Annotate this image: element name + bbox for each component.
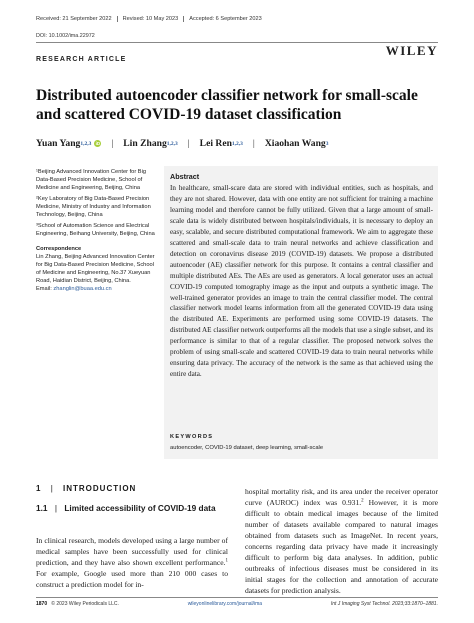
journal-url[interactable]: wileyonlinelibrary.com/journal/ima	[187, 601, 263, 607]
email-link[interactable]: zhanglin@buaa.edu.cn	[53, 286, 112, 292]
section-title: INTRODUCTION	[63, 484, 137, 493]
author-separator: |	[252, 138, 255, 149]
article-type: RESEARCH ARTICLE	[36, 56, 127, 63]
author-name[interactable]: Yuan Yang	[36, 138, 81, 149]
revised-date: Revised: 10 May 2023	[118, 16, 185, 22]
footer-left	[36, 601, 119, 607]
affiliation: ³School of Automation Science and Electrical Engineering, Beihang University, Beijing, China	[36, 223, 155, 237]
copyright: © 2023 Wiley Periodicals LLC.	[51, 601, 119, 607]
author-separator: |	[187, 138, 190, 149]
heading-separator: |	[54, 503, 58, 513]
header-divider	[36, 42, 438, 43]
author-name[interactable]: Lin Zhang	[123, 138, 167, 149]
received-date: Received: 21 September 2022	[36, 16, 118, 22]
affiliation: ¹Beijing Advanced Innovation Center for Big Data-Based Precision Medicine, School of Medicine and Engineering, Beijing, China	[36, 169, 147, 191]
keywords-text: autoencoder, COVID-19 dataset, deep learning, small-scale	[170, 445, 324, 451]
article-dates	[36, 16, 267, 22]
abstract-heading: Abstract	[170, 172, 200, 181]
article-title: Distributed autoencoder classifier network for small-scale and scattered COVID-19 dataset classification	[36, 87, 418, 123]
body-column-left: In clinical research, models developed using a large number of medical samples have been successfully used for clinical prediction, and they have also shown excellent performance.$^1$ For example, Google used more than 210 000 cases to construct a prediction model for in-	[36, 536, 228, 590]
publisher-logo: WILEY	[385, 43, 438, 58]
body-column-right: hospital mortality risk, and its area under the receiver operator curve (AUROC) index was 0.931.$^2$ However, it is more difficult to obtain medical images because of the limited number of datasets available compared to natural images obtained from datasets such as ImageNet. In recent years, concerns regarding data privacy have made it increasingly difficult to perform big data analyses. In addition, public outbreaks of infectious diseases must be considered in its initial stages for the collection and annotation of accurate datasets for prediction analysis.	[245, 487, 438, 596]
footer-divider	[36, 597, 438, 598]
citation-ref[interactable]: 2	[361, 498, 364, 504]
section-heading	[36, 484, 136, 493]
correspondence-heading: Correspondence	[36, 246, 82, 252]
author-name[interactable]: Xiaohan Wang	[264, 138, 326, 149]
citation-ref[interactable]: 1	[225, 558, 228, 564]
email-label: Email:	[36, 286, 52, 292]
affiliation: ²Key Laboratory of Big Data-Based Precision Medicine, Ministry of Industry and Information Technology, Beijing, China	[36, 196, 151, 218]
page-footer	[36, 601, 438, 607]
keywords-heading: KEYWORDS	[170, 434, 214, 440]
subsection-number: 1.1	[36, 503, 48, 513]
author-separator: |	[111, 138, 114, 149]
author-list: Yuan Yang 1,2,3 iD | Lin Zhang 1,2,3 | Lei Ren 1,2,3 | Xiaohan Wang 3	[36, 138, 329, 149]
heading-separator: |	[50, 484, 54, 493]
accepted-date: Accepted: 6 September 2023	[189, 16, 262, 22]
subsection-heading	[36, 503, 226, 514]
section-number: 1	[36, 484, 42, 493]
subsection-title: Limited accessibility of COVID-19 data	[64, 503, 216, 513]
journal-citation: Int J Imaging Syst Technol. 2023;33:1870–1881.	[330, 601, 438, 607]
affiliations	[36, 168, 158, 296]
abstract-text: In healthcare, small-scare data are stored with individual entities, such as hospitals, and they are not shared. However, data with one entity are not sufficient for training a machine learning model and therefore cannot be fully utilized. Given that a large amount of small-scale data is widely distributed between hospitals/individuals, it is necessary to deploy an easy, scalable, and secure distributed computational framework. We aim to aggregate these scattered and small-scale data to train neural networks and achieve classification and detection on coronavirus disease 2019 (COVID-19) datasets. We propose a distributed autoencoder (AE) classifier network for this purpose. It contains a central classifier and multiple distributed AEs. The AEs are used as generators. A local generator uses an actual COVID-19 computed tomography image as the input and outputs a synthetic image. The well-trained generator provides an image to train the central classifier model. The central classifier network model learns information from all the generated COVID-19 data using the distributed AE. Experiments are performed using some COVID-19 datasets. The distributed AE classifier network outperforms all the models that use a single subset, and its performance is similar to that of a regular classifier. The proposed network solves the problem of using small-scale and scattered COVID-19 data to train neural networks while ensuring data privacy. The accuracy of the network is the same as that achieved using the entire data.	[170, 184, 433, 379]
doi[interactable]: DOI: 10.1002/ima.22972	[36, 33, 95, 39]
orcid-icon[interactable]: iD	[95, 141, 101, 146]
author-name[interactable]: Lei Ren	[199, 138, 232, 149]
page-number: 1870	[36, 601, 48, 607]
correspondence-text: Lin Zhang, Beijing Advanced Innovation Center for Big Data-Based Precision Medicine, School of Medicine and Engineering, No.37 Xueyuan Road, Haidian District, Beijing, China. Email: zhanglin@buaa.edu.cn	[36, 254, 155, 292]
